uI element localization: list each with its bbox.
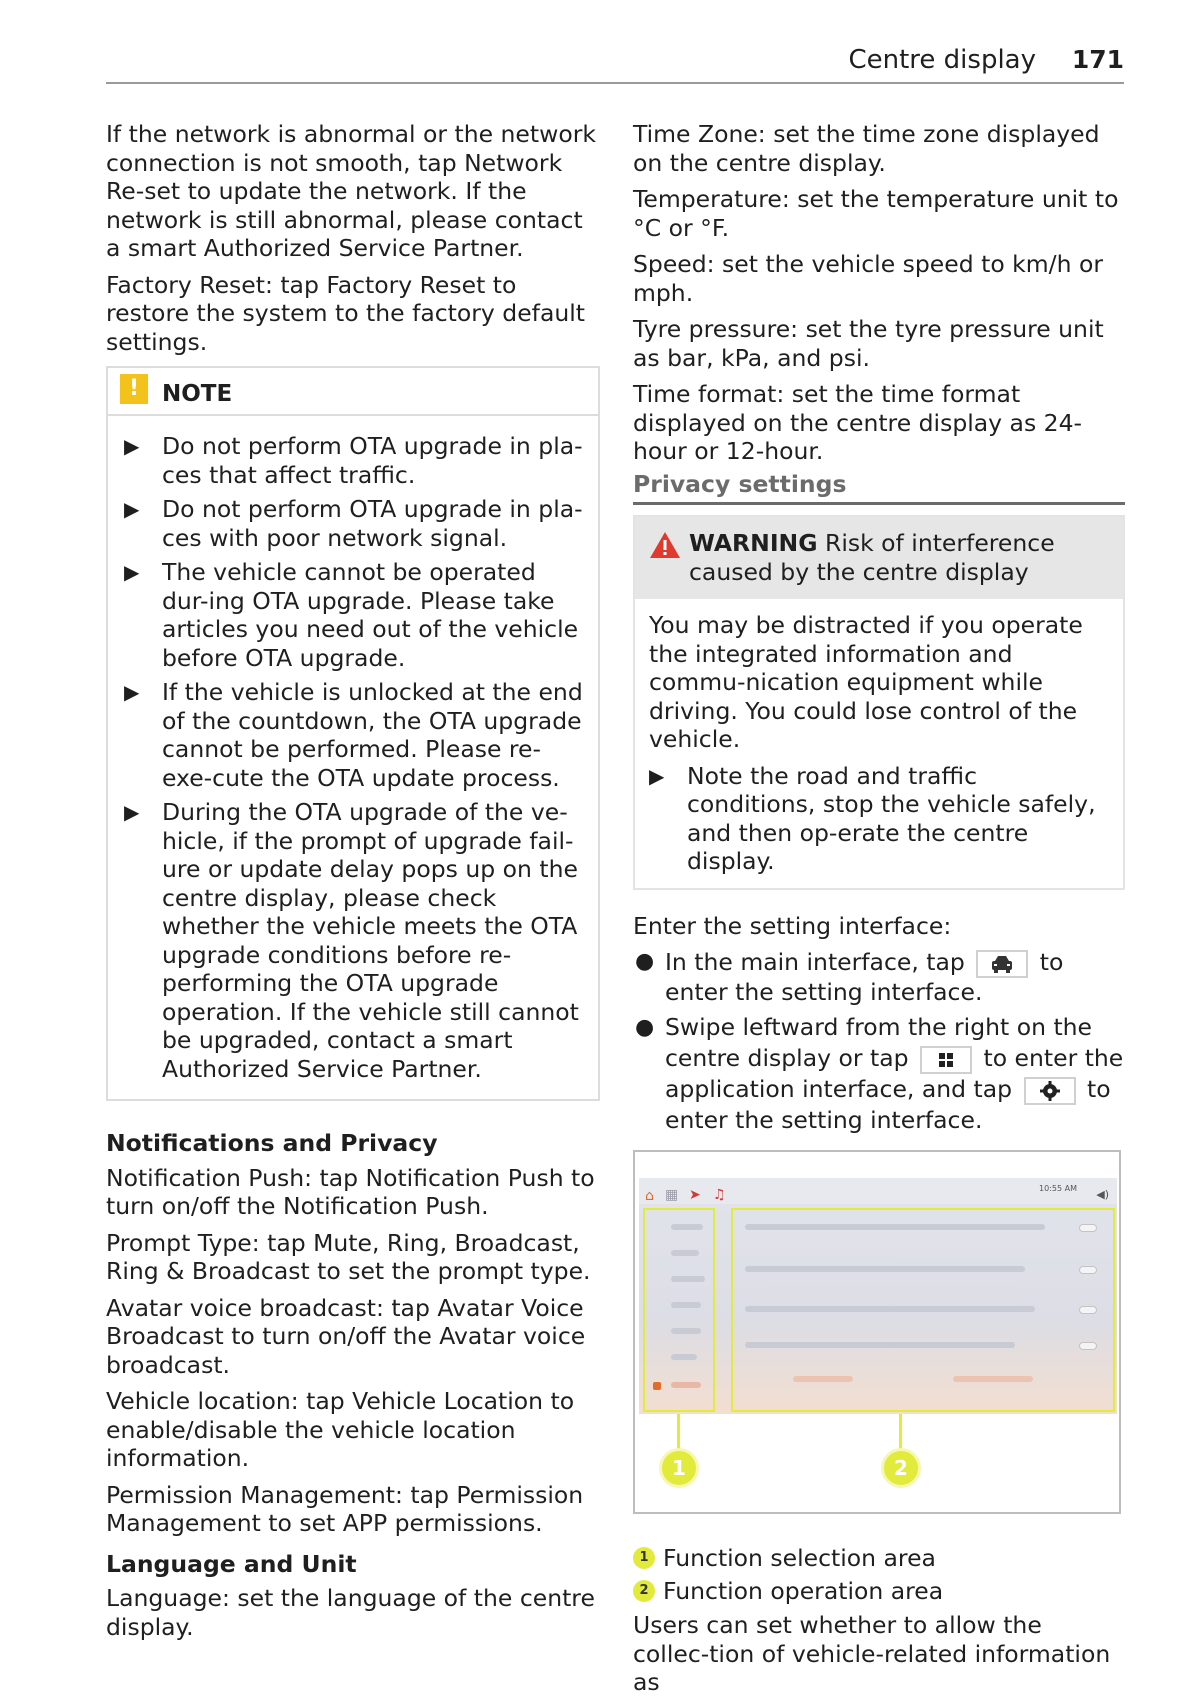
note-item xyxy=(124,495,588,552)
warning-box xyxy=(633,515,1125,890)
step-text: to enter the setting interface. xyxy=(665,948,1064,1006)
time-readout: 10:55 AM xyxy=(1039,1184,1077,1193)
prompt-type-paragraph: Prompt Type: tap Mute, Ring, Broadcast, Ring & Broadcast to set the prompt type. xyxy=(106,1228,591,1285)
notifications-heading: Notifications and Privacy xyxy=(106,1129,438,1157)
warning-triangle-icon xyxy=(649,531,681,559)
note-body xyxy=(108,416,598,1099)
triangle-bullet-icon: ▶ xyxy=(124,497,140,521)
privacy-settings-heading: Privacy settings xyxy=(633,470,1125,506)
closing-paragraph: Users can set whether to allow the collec-tion of vehicle-related information as xyxy=(633,1611,1111,1696)
legend-label: Function operation area xyxy=(663,1576,944,1605)
app-grid-icon xyxy=(920,1046,972,1074)
language-paragraph: Language: set the language of the centre display. xyxy=(106,1584,595,1641)
car-settings-icon xyxy=(976,950,1028,978)
function-selection-area xyxy=(643,1208,715,1412)
warning-title: Risk of interference caused by the centre display xyxy=(689,529,1055,586)
note-item-text: If the vehicle is unlocked at the end of the countdown, the OTA upgrade cannot be performed. Please re-exe-cute the OTA update process. xyxy=(162,678,583,792)
step-item xyxy=(633,948,1125,1006)
step-text: to enter the setting interface. xyxy=(665,1075,1111,1134)
callout-2: 2 xyxy=(881,1448,921,1488)
function-operation-area xyxy=(731,1208,1115,1412)
time-zone-paragraph: Time Zone: set the time zone displayed on the centre display. xyxy=(633,120,1100,177)
legend-item xyxy=(633,1577,1125,1606)
step-text: Swipe leftward from the right on the centre display or tap xyxy=(665,1013,1093,1072)
exclamation-icon: ! xyxy=(120,374,148,404)
triangle-bullet-icon: ▶ xyxy=(124,680,140,704)
legend-item xyxy=(633,1544,1125,1573)
permission-management-paragraph: Permission Management: tap Permission Management to set APP permissions. xyxy=(106,1480,584,1537)
factory-reset-paragraph: Factory Reset: tap Factory Reset to restore the system to the factory default settings. xyxy=(106,270,585,356)
note-item-text: Do not perform OTA upgrade in pla-ces with poor network signal. xyxy=(162,495,583,552)
warning-label: WARNING xyxy=(689,529,818,557)
callout-line xyxy=(899,1414,902,1452)
left-column xyxy=(106,120,600,1649)
note-item xyxy=(124,798,588,1083)
warning-item xyxy=(649,762,1109,876)
right-column xyxy=(633,120,1125,1703)
vehicle-location-paragraph: Vehicle location: tap Vehicle Location to enable/disable the vehicle location information. xyxy=(106,1387,575,1472)
centre-display-screen xyxy=(639,1178,1117,1414)
navigation-icon: ➤ xyxy=(689,1187,701,1203)
warning-text: You may be distracted if you operate the integrated information and commu-nication equipment while driving. You could lose control of the vehicle. xyxy=(649,611,1083,753)
notification-push-paragraph: Notification Push: tap Notification Push to turn on/off the Notification Push. xyxy=(106,1163,595,1220)
warning-body xyxy=(635,599,1123,888)
triangle-bullet-icon: ▶ xyxy=(124,800,140,824)
legend-label: Function selection area xyxy=(663,1544,936,1572)
home-icon: ⌂ xyxy=(645,1188,654,1204)
gear-icon xyxy=(1024,1077,1076,1105)
network-reset-paragraph: If the network is abnormal or the network connection is not smooth, tap Network Re-set to update the network. If the network is still abnormal, please contact a smart Authorized Service Partner. xyxy=(106,120,596,262)
tyre-pressure-paragraph: Tyre pressure: set the tyre pressure unit as bar, kPa, and psi. xyxy=(633,315,1104,372)
temperature-paragraph: Temperature: set the temperature unit to °C or °F. xyxy=(633,185,1119,242)
triangle-bullet-icon: ▶ xyxy=(124,434,140,458)
language-unit-heading: Language and Unit xyxy=(106,1549,357,1578)
triangle-bullet-icon: ▶ xyxy=(124,560,140,584)
callout-1: 1 xyxy=(659,1448,699,1488)
note-item xyxy=(124,432,588,489)
section-title: Centre display xyxy=(848,45,1036,75)
legend-badge: 2 xyxy=(633,1580,655,1602)
status-bar xyxy=(639,1178,1117,1204)
dot-bullet-icon: ● xyxy=(635,1015,655,1040)
note-item xyxy=(124,558,588,672)
note-title: NOTE xyxy=(162,381,233,407)
note-item-text: Do not perform OTA upgrade in pla-ces that affect traffic. xyxy=(162,432,583,489)
note-item xyxy=(124,678,588,792)
note-item-text: The vehicle cannot be operated dur-ing OTA upgrade. Please take articles you need out of the vehicle before OTA upgrade. xyxy=(162,558,579,672)
step-item xyxy=(633,1012,1125,1136)
avatar-voice-paragraph: Avatar voice broadcast: tap Avatar Voice Broadcast to turn on/off the Avatar voice broadcast. xyxy=(106,1293,586,1379)
warning-item-text: Note the road and traffic conditions, stop the vehicle safely, and then op-erate the centre display. xyxy=(687,761,1096,875)
settings-screenshot-figure xyxy=(633,1150,1121,1514)
page-number: 171 xyxy=(1071,45,1124,74)
step-text: In the main interface, tap xyxy=(665,948,965,976)
step-text: to enter the application interface, and tap xyxy=(665,1044,1124,1103)
app-grid-icon: ▦ xyxy=(665,1187,679,1203)
speed-paragraph: Speed: set the vehicle speed to km/h or mph. xyxy=(633,250,1103,307)
music-icon: ♫ xyxy=(713,1187,726,1203)
time-format-paragraph: Time format: set the time format displayed on the centre display as 24-hour or 12-hour. xyxy=(633,380,1083,465)
dot-bullet-icon: ● xyxy=(635,949,655,974)
note-item-text: During the OTA upgrade of the ve-hicle, if the prompt of upgrade fail-ure or update delay pops up on the centre display, please check whether the vehicle meets the OTA upgrade conditions before re-performing the OTA upgrade operation. If the vehicle still cannot be upgraded, contact a smart Authorized Service Partner. xyxy=(162,798,579,1083)
page-header xyxy=(106,44,1124,84)
note-box xyxy=(106,366,600,1101)
legend-badge: 1 xyxy=(633,1547,655,1569)
volume-icon: ◀) xyxy=(1096,1188,1109,1201)
callout-line xyxy=(677,1414,680,1452)
warning-header xyxy=(635,517,1123,599)
note-header xyxy=(108,368,598,416)
triangle-bullet-icon: ▶ xyxy=(649,763,665,788)
enter-setting-intro: Enter the setting interface: xyxy=(633,911,952,940)
